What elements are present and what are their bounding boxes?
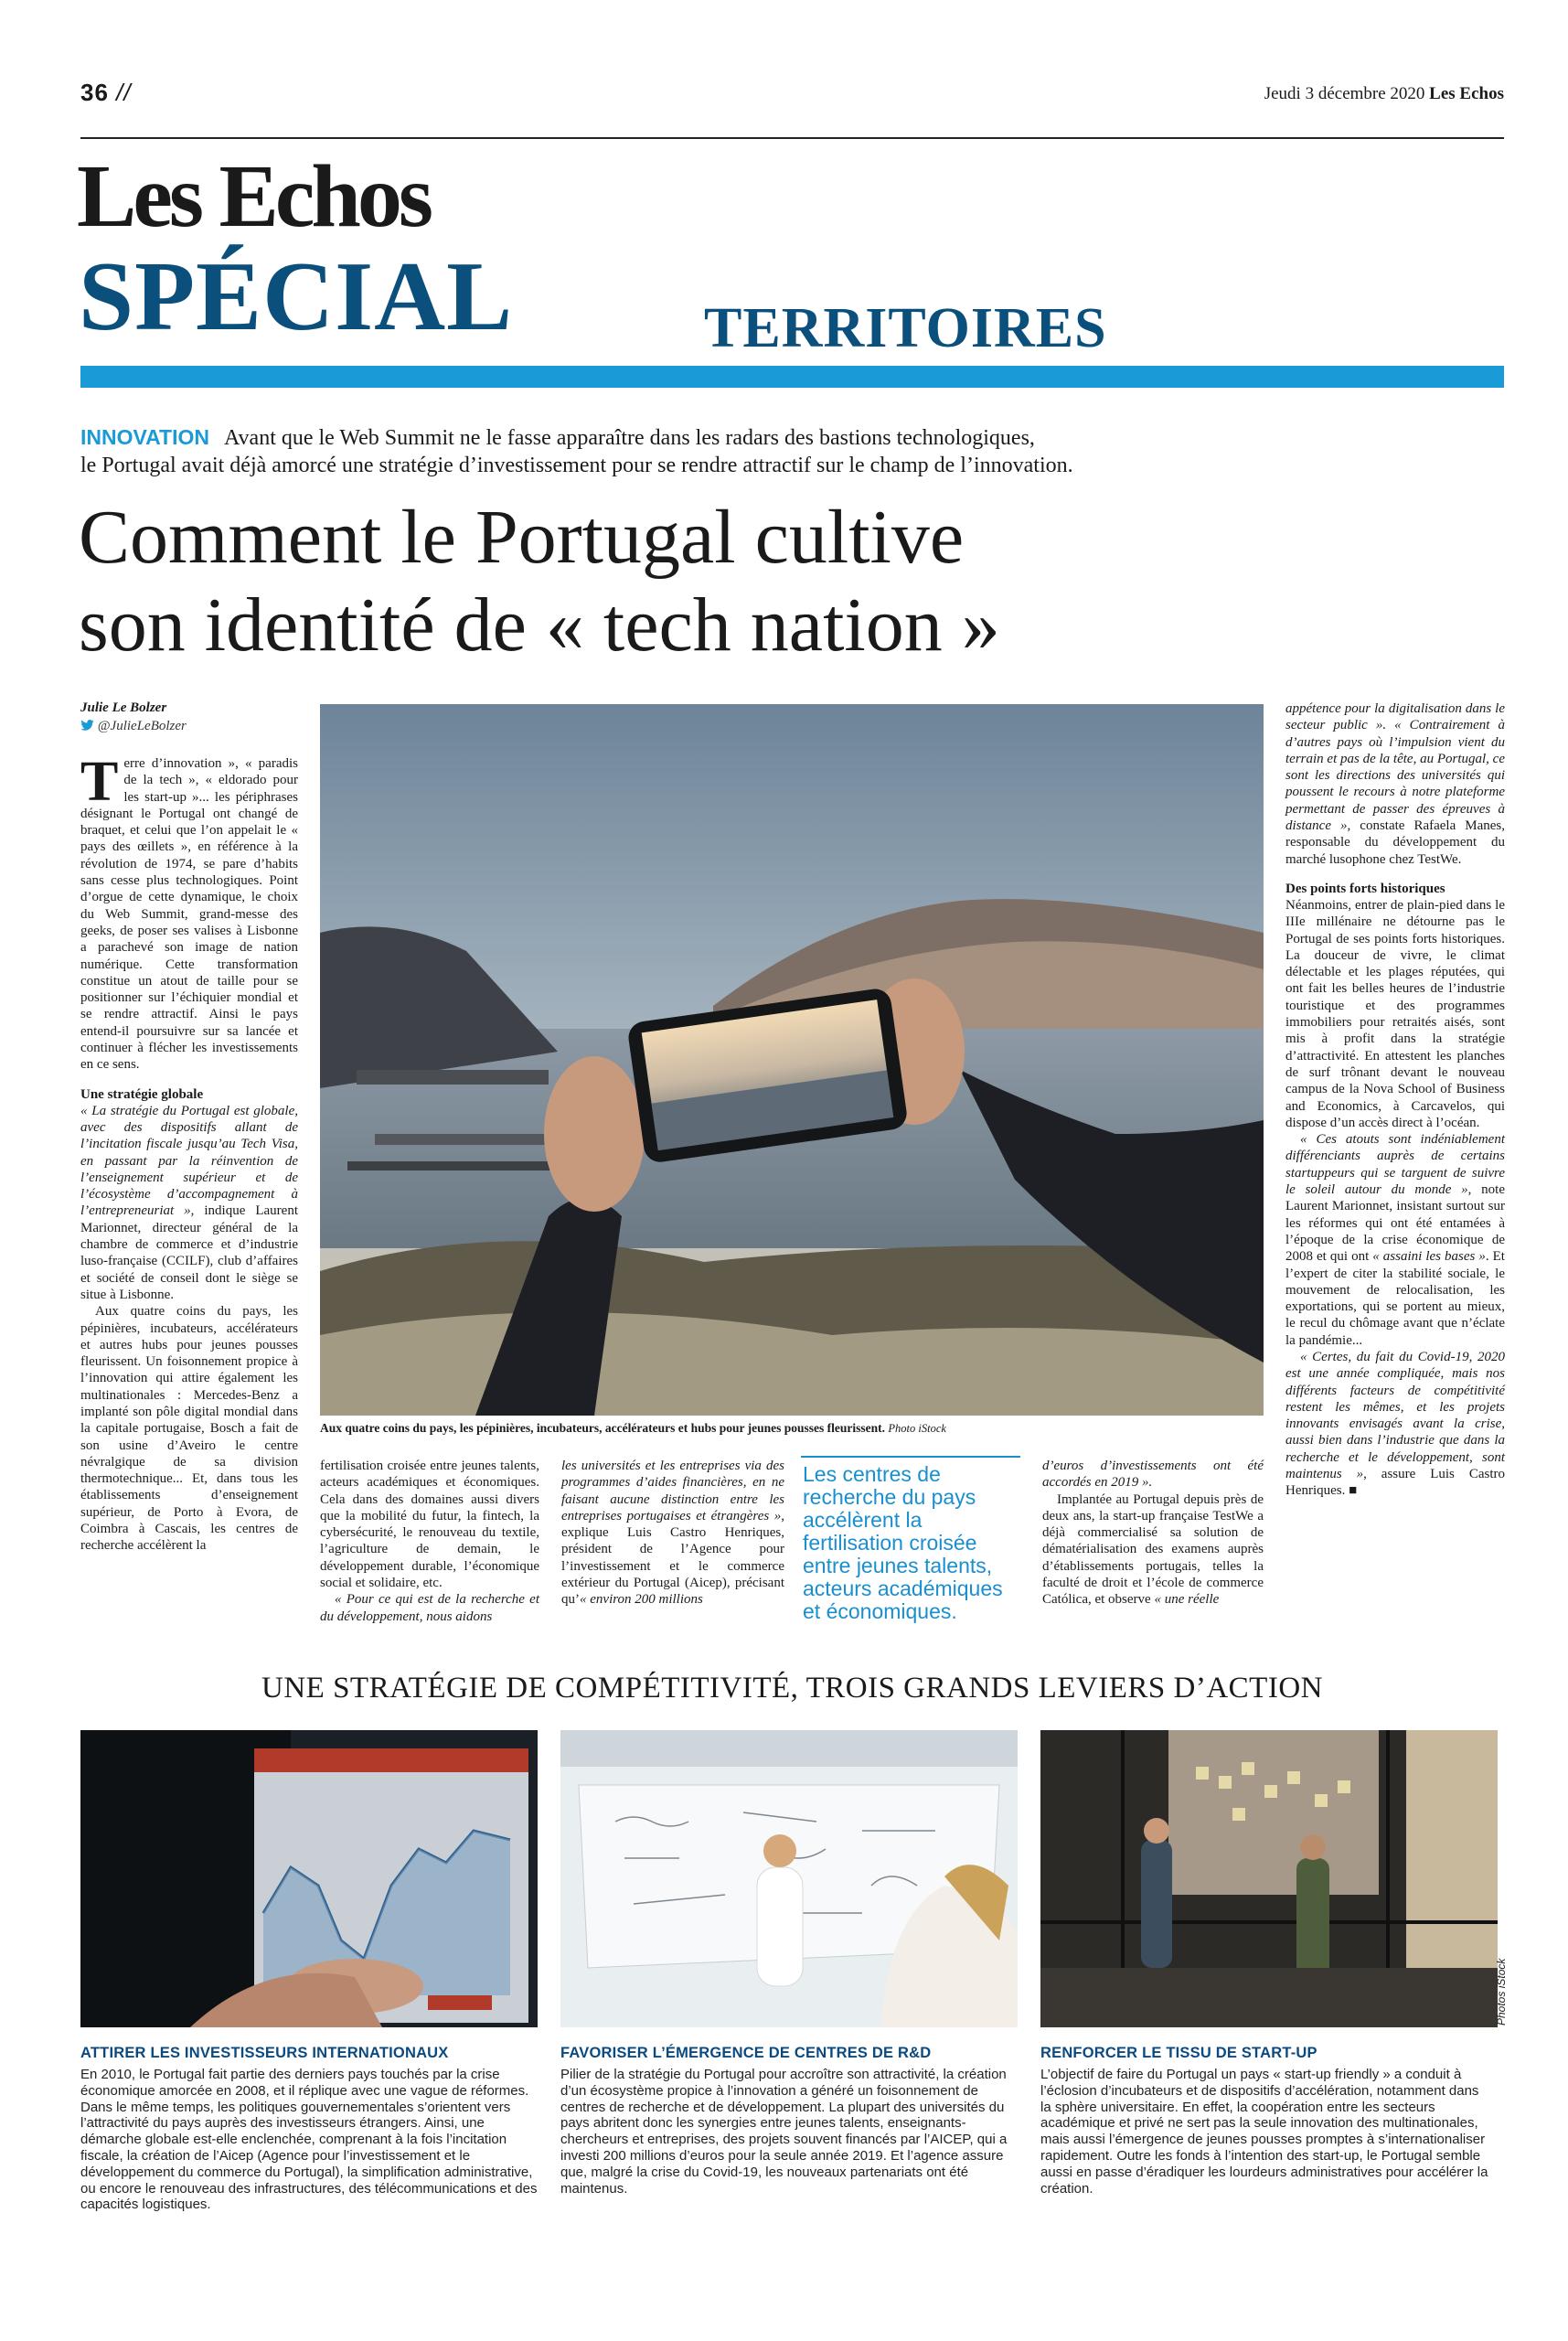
header-rule	[80, 137, 1504, 139]
subhead-points-forts: Des points forts historiques	[1285, 881, 1445, 896]
lever-photo-investors	[80, 1730, 538, 2027]
lever-text-startups: L’objectif de faire du Portugal un pays « start-up friendly » a conduit à l’éclosion d’incubateurs et de dispositifs d’accélération, notamment dans la sphère universitaire. En effet, la coopération entre les secteurs académique et privé ne sert pas la seule innovation des multinationales, mais aussi l’émergence de jeunes pousses promptes à s’internationaliser rapidement. Outre les fonds à l’intention des start-up, le Portugal semble aussi en passe d’éradiquer les lourdeurs administratives pour accélérer la création.	[1040, 2067, 1488, 2197]
masthead-blue-bar	[80, 366, 1504, 388]
strategy-title: UNE STRATÉGIE DE COMPÉTITIVITÉ, TROIS GRANDS LEVIERS D’ACTION	[261, 1672, 1323, 1705]
page-number: 36 //	[80, 79, 132, 106]
lever-photo-research	[560, 1730, 1018, 2027]
pull-quote-rule	[801, 1456, 1020, 1458]
byline-twitter[interactable]: @JulieLeBolzer	[80, 717, 187, 735]
drop-cap: T	[80, 751, 119, 813]
masthead-logo: Les Echos	[77, 147, 431, 246]
pull-quote: Les centres de recherche du pays accélèrent la fertilisation croisée entre jeunes talents, acteurs académiques et économiques.	[803, 1462, 1003, 1623]
kicker: INNOVATION Avant que le Web Summit ne le fasse apparaître dans les radars des bastions technologiques, le Portugal avait déjà amorcé une stratégie d’investissement pour se rendre attractif sur le champ de l’innovation.	[80, 425, 1073, 477]
header-publication: Les Echos	[1429, 84, 1504, 103]
article-column-6: appétence pour la digitalisation dans le secteur public ». « Contrairement à d’autres pays où l’impulsion vient du terrain et pas de la tête, au Portugal, ce sont les directions des universités qui poussent le recours à notre plateforme permettant de passer des épreuves à distance », constate Rafaela Manes, responsable du développement du marché lusophone chez TestWe. Des points forts historiques Néanmoins, entrer de plain-pied dans le IIIe millénaire ne détourne pas le Portugal de ses points forts historiques. La douceur de vivre, le climat délectable et les plages réputées, qui ont fait les belles heures de l’industrie touristique et des programmes immobiliers pour retraités aisés, sont mis à profit dans la stratégie d’attractivité. En attestent les planches de surf trônant devant le nouveau campus de la Nova School of Business and Economics, à Carcavelos, qui dispose d’un accès direct à l’océan. « Ces atouts sont indéniablement différenciants auprès de certains startuppeurs qui se targuent de suivre le soleil autour du monde », note Laurent Marionnet, insistant surtout sur les réformes qui ont été entamées à l’époque de la crise économique de 2008 et qui ont « assaini les bases ». Et l’expert de citer la stabilité sociale, le mouvement de relocalisation, les exportations, qui se portent au mieux, le recul du chômage avant que n’éclate la pandémie... « Certes, du fait du Covid-19, 2020 est une année compliquée, mais nos différents facteurs de compétitivité restent les mêmes, et les projets innovants envisagés avant la crise, aussi bien dans l’industrie que dans la recherche et le développement, sont maintenus », assure Luis Castro Henriques. ■	[1285, 701, 1505, 1499]
end-mark: ■	[1349, 1483, 1358, 1499]
researcher-whiteboard-photo	[560, 1730, 1018, 2027]
kicker-rubric: INNOVATION	[80, 425, 209, 449]
startup-office-photo	[1040, 1730, 1498, 2027]
laptop-stock-chart-photo	[80, 1730, 538, 2027]
lever-title-investors: ATTIRER LES INVESTISSEURS INTERNATIONAUX	[80, 2045, 449, 2061]
article-column-5: d’euros d’investissements ont été accordés en 2019 ». Implantée au Portugal depuis près de deux ans, la start-up française TestWe a déjà commercialisé sa solution de dématérialisation des examens auprès d’établissements portugais, telles la faculté de droit et l’école de commerce Católica, et observe « une réelle	[1042, 1459, 1264, 1608]
twitter-icon	[80, 720, 94, 731]
main-photo	[320, 704, 1264, 1416]
article-column-2: fertilisation croisée entre jeunes talents, acteurs académiques et économiques. Cela dans des domaines aussi divers que la mobilité du futur, la fintech, la cybersécurité, le renouveau du textile, l’agriculture de demain, le développement durable, l’économique social et solidaire, etc. « Pour ce qui est de la recherche et du développement, nous aidons	[320, 1459, 539, 1624]
photos-credit: Photos iStock	[1495, 1958, 1508, 2026]
headline: Comment le Portugal cultive son identité de « tech nation »	[79, 495, 1000, 668]
subhead-strategie-globale: Une stratégie globale	[80, 1086, 204, 1102]
lever-photo-startups	[1040, 1730, 1498, 2027]
article-column-1: Terre d’innovation », « paradis de la tech », « eldorado pour les start-up »... les périphrases désignant le Portugal ont changé de braquet, et celui que l’on appelait le « pays des œillets », en référence à la révolution de 1974, se pare d’habits sans cesse plus technologiques. Point d’orgue de cette dynamique, le choix du Web Summit, grand-messe des geeks, de poser ses valises à Lisbonne a parachevé son image de nation numérique. Cette transformation constitue un atout de taille pour se positionner sur l’échiquier mondial et se rendre attractif. Ainsi le pays entend-il poursuivre sur sa lancée et continuer à flécher les investissements en ce sens. Une stratégie globale « La stratégie du Portugal est globale, avec des dispositifs allant de l’incitation fiscale jusqu’au Tech Visa, en passant par la réinvention de l’enseignement supérieur et de l’écosystème d’accompagnement à l’entrepreneuriat », indique Laurent Marionnet, directeur général de la chambre de commerce et d’industrie luso-française (CCILF), club d’affaires et société de conseil dont le siège se situe à Lisbonne. Aux quatre coins du pays, les pépinières, incubateurs, accélérateurs et autres hubs pour jeunes pousses fleurissent. Un foisonnement propice à l’innovation qui attire également les multinationales : Mercedes-Benz a implanté son pôle digital mondial dans la capitale portugaise, Bosch a fait de son usine d’Aveiro le centre névralgique de sa division thermotechnique... Et, dans tous les établissements d’enseignement supérieur, de Porto à Evora, de Coimbra à Cascais, les centres de recherche accélèrent la	[80, 751, 298, 1554]
lever-title-startups: RENFORCER LE TISSU DE START-UP	[1040, 2045, 1317, 2061]
lever-text-investors: En 2010, le Portugal fait partie des derniers pays touchés par la crise économique amorcée en 2008, et il réplique avec une vague de réformes. Dans le même temps, les politiques gouvernementales s’orientent vers l’attractivité du pays auprès des investisseurs étrangers. Ainsi, une démarche globale est-elle enclenchée, comprenant à la fois l’incitation fiscale, la création de l’Aicep (Agence pour l’investissement et le développement du commerce du Portugal), la simplification administrative, ou encore le renouveau des infrastructures, des télécommunications et des capacités logistiques.	[80, 2067, 538, 2213]
porto-river-photo	[320, 704, 1264, 1416]
masthead-special: SPÉCIAL	[79, 242, 514, 351]
main-photo-caption: Aux quatre coins du pays, les pépinières, incubateurs, accélérateurs et hubs pour jeunes pousses fleurissent. Photo iStock	[320, 1421, 946, 1435]
lever-title-research: FAVORISER L’ÉMERGENCE DE CENTRES DE R&D	[560, 2045, 932, 2061]
lever-text-research: Pilier de la stratégie du Portugal pour accroître son attractivité, la création d’un écosystème propice à l’innovation a généré un foisonnement de centres de recherche et de développement. La plupart des universités du pays abritent donc les synergies entre jeunes talents, enseignants-chercheurs et entreprises, des projets souvent financés par l’AICEP, qui a investi 200 millions d’euros pour la seule année 2019. Et l’agence assure que, malgré la crise du Covid-19, les nouveaux partenariats ont été maintenus.	[560, 2067, 1008, 2197]
byline-author: Julie Le Bolzer	[80, 700, 167, 715]
masthead-section: TERRITOIRES	[704, 297, 1107, 359]
byline	[80, 699, 187, 735]
header-date: Jeudi 3 décembre 2020 Les Echos	[1264, 84, 1504, 103]
article-column-3: les universités et les entreprises via des programmes d’aides financières, en ne faisant aucune distinction entre les entreprises portugaises et étrangères », explique Luis Castro Henriques, président de l’Agence pour l’investissement et le commerce extérieur du Portugal (Aicep), précisant qu’« environ 200 millions	[561, 1459, 784, 1608]
